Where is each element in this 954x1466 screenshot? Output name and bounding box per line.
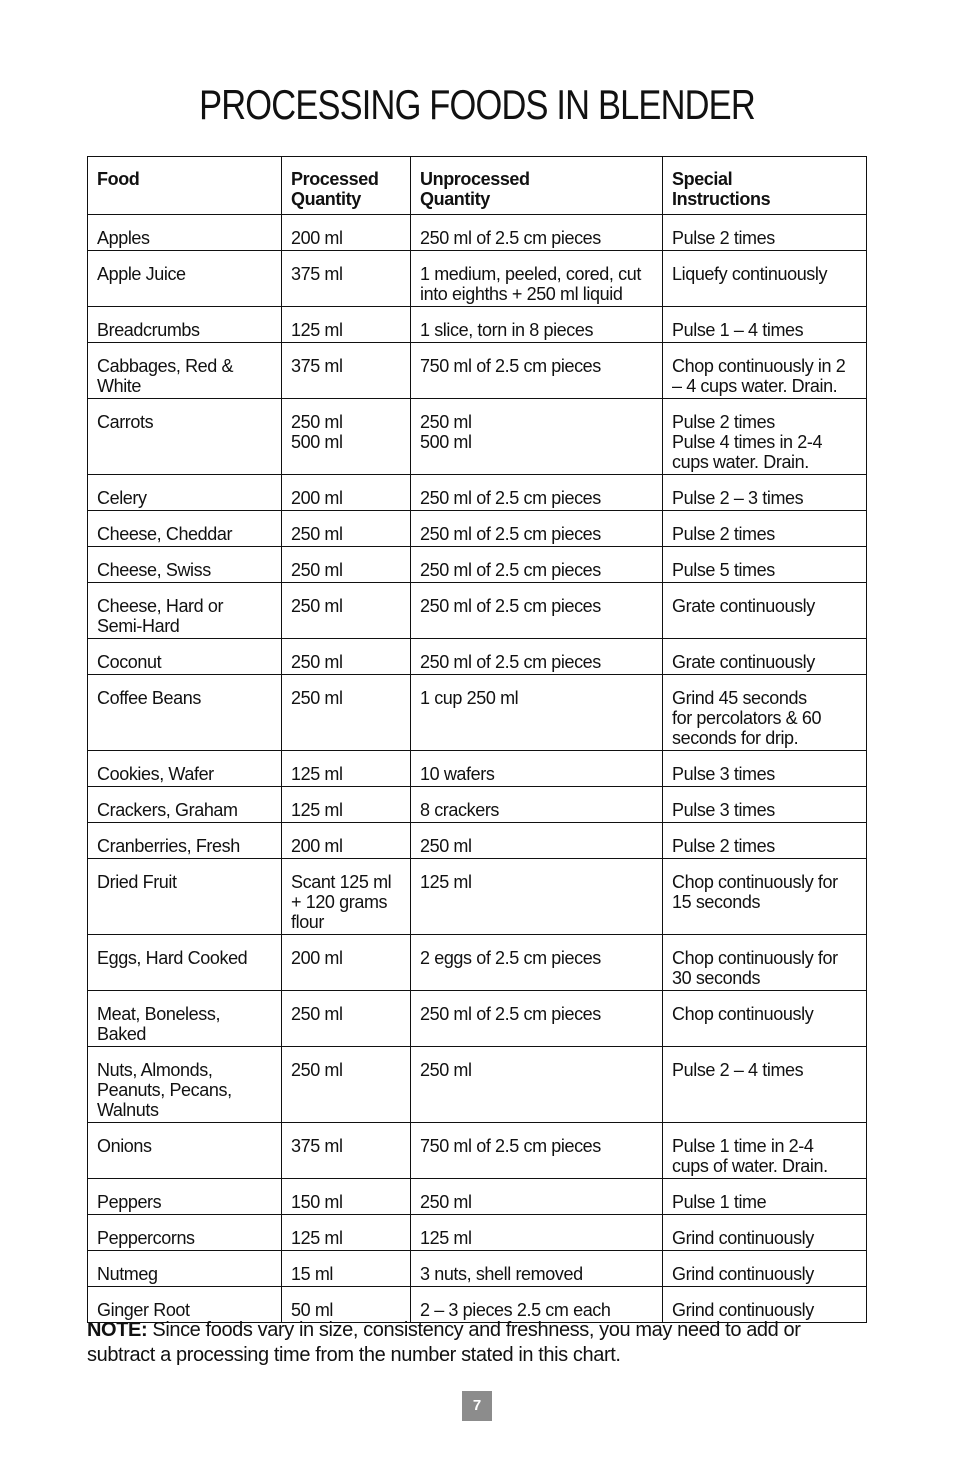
cell-special-instructions: Pulse 2 times [663, 215, 867, 251]
cell-processed-quantity: 250 ml [282, 639, 411, 675]
cell-unprocessed-quantity: 250 ml [411, 1179, 663, 1215]
cell-special-instructions: Pulse 3 times [663, 751, 867, 787]
cell-food: Eggs, Hard Cooked [88, 935, 282, 991]
cell-processed-quantity: 150 ml [282, 1179, 411, 1215]
cell-processed-quantity: 250 ml [282, 547, 411, 583]
column-header-processed-quantity: Processed Quantity [282, 157, 411, 215]
cell-special-instructions: Pulse 2 times [663, 823, 867, 859]
cell-food: Cheese, Hard or Semi-Hard [88, 583, 282, 639]
cell-special-instructions: Grate continuously [663, 639, 867, 675]
cell-processed-quantity: 200 ml [282, 215, 411, 251]
cell-food: Breadcrumbs [88, 307, 282, 343]
cell-processed-quantity: 375 ml [282, 251, 411, 307]
cell-food: Nuts, Almonds, Peanuts, Pecans, Walnuts [88, 1047, 282, 1123]
cell-special-instructions: Chop continuously for 30 seconds [663, 935, 867, 991]
cell-special-instructions: Grind continuously [663, 1287, 867, 1323]
cell-unprocessed-quantity: 125 ml [411, 1215, 663, 1251]
cell-unprocessed-quantity: 3 nuts, shell removed [411, 1251, 663, 1287]
cell-processed-quantity: 200 ml [282, 475, 411, 511]
cell-unprocessed-quantity: 250 ml of 2.5 cm pieces [411, 991, 663, 1047]
cell-processed-quantity: 375 ml [282, 1123, 411, 1179]
table-row [88, 583, 867, 639]
cell-special-instructions: Chop continuously in 2 – 4 cups water. Drain. [663, 343, 867, 399]
cell-unprocessed-quantity: 250 ml of 2.5 cm pieces [411, 639, 663, 675]
table-row [88, 1215, 867, 1251]
cell-processed-quantity: 250 ml [282, 991, 411, 1047]
column-header-special-instructions: Special Instructions [663, 157, 867, 215]
cell-special-instructions: Pulse 1 – 4 times [663, 307, 867, 343]
cell-special-instructions: Pulse 2 times Pulse 4 times in 2-4 cups water. Drain. [663, 399, 867, 475]
cell-food: Crackers, Graham [88, 787, 282, 823]
cell-unprocessed-quantity: 250 ml of 2.5 cm pieces [411, 215, 663, 251]
table-row [88, 1047, 867, 1123]
cell-food: Peppers [88, 1179, 282, 1215]
cell-unprocessed-quantity: 250 ml of 2.5 cm pieces [411, 547, 663, 583]
cell-processed-quantity: 250 ml [282, 675, 411, 751]
table-row [88, 511, 867, 547]
note-label: NOTE: [87, 1319, 148, 1341]
cell-processed-quantity: 125 ml [282, 787, 411, 823]
cell-unprocessed-quantity: 750 ml of 2.5 cm pieces [411, 1123, 663, 1179]
cell-processed-quantity: 125 ml [282, 1215, 411, 1251]
cell-special-instructions: Pulse 5 times [663, 547, 867, 583]
page-title: PROCESSING FOODS IN BLENDER [199, 81, 755, 128]
cell-special-instructions: Grind 45 seconds for percolators & 60 seconds for drip. [663, 675, 867, 751]
table-row [88, 751, 867, 787]
cell-food: Celery [88, 475, 282, 511]
table-row [88, 547, 867, 583]
table-row [88, 1251, 867, 1287]
table-row [88, 399, 867, 475]
table-header-row [88, 157, 867, 215]
table-row [88, 251, 867, 307]
cell-processed-quantity: 200 ml [282, 823, 411, 859]
note-paragraph [87, 1318, 867, 1368]
cell-processed-quantity: 125 ml [282, 307, 411, 343]
cell-food: Dried Fruit [88, 859, 282, 935]
cell-special-instructions: Pulse 3 times [663, 787, 867, 823]
table-row [88, 675, 867, 751]
cell-processed-quantity: 250 ml [282, 511, 411, 547]
cell-processed-quantity: 200 ml [282, 935, 411, 991]
cell-unprocessed-quantity: 250 ml [411, 1047, 663, 1123]
cell-processed-quantity: 250 ml 500 ml [282, 399, 411, 475]
cell-food: Onions [88, 1123, 282, 1179]
table-row [88, 991, 867, 1047]
cell-unprocessed-quantity: 8 crackers [411, 787, 663, 823]
cell-unprocessed-quantity: 125 ml [411, 859, 663, 935]
column-header-food: Food [88, 157, 282, 215]
cell-special-instructions: Pulse 1 time in 2-4 cups of water. Drain. [663, 1123, 867, 1179]
table-row [88, 823, 867, 859]
cell-food: Carrots [88, 399, 282, 475]
cell-food: Cookies, Wafer [88, 751, 282, 787]
table-row [88, 343, 867, 399]
cell-unprocessed-quantity: 10 wafers [411, 751, 663, 787]
page-number-badge: 7 [462, 1391, 492, 1421]
table-row [88, 215, 867, 251]
note-text: Since foods vary in size, consistency and freshness, you may need to add or subtract a processing time from the number stated in this chart. [87, 1319, 801, 1366]
cell-food: Apples [88, 215, 282, 251]
cell-food: Ginger Root [88, 1287, 282, 1323]
cell-processed-quantity: 50 ml [282, 1287, 411, 1323]
cell-unprocessed-quantity: 250 ml 500 ml [411, 399, 663, 475]
cell-processed-quantity: Scant 125 ml + 120 grams flour [282, 859, 411, 935]
cell-food: Cheese, Swiss [88, 547, 282, 583]
cell-unprocessed-quantity: 750 ml of 2.5 cm pieces [411, 343, 663, 399]
cell-unprocessed-quantity: 2 – 3 pieces 2.5 cm each [411, 1287, 663, 1323]
cell-processed-quantity: 250 ml [282, 1047, 411, 1123]
cell-unprocessed-quantity: 250 ml of 2.5 cm pieces [411, 475, 663, 511]
cell-special-instructions: Liquefy continuously [663, 251, 867, 307]
table-row [88, 787, 867, 823]
cell-unprocessed-quantity: 250 ml of 2.5 cm pieces [411, 511, 663, 547]
cell-food: Nutmeg [88, 1251, 282, 1287]
cell-processed-quantity: 125 ml [282, 751, 411, 787]
cell-unprocessed-quantity: 1 cup 250 ml [411, 675, 663, 751]
cell-processed-quantity: 15 ml [282, 1251, 411, 1287]
food-processing-table [87, 156, 867, 1323]
table-row [88, 935, 867, 991]
table-row [88, 639, 867, 675]
cell-unprocessed-quantity: 2 eggs of 2.5 cm pieces [411, 935, 663, 991]
table-body [88, 215, 867, 1323]
cell-food: Apple Juice [88, 251, 282, 307]
cell-food: Coffee Beans [88, 675, 282, 751]
cell-special-instructions: Pulse 2 – 4 times [663, 1047, 867, 1123]
cell-processed-quantity: 250 ml [282, 583, 411, 639]
table-row [88, 1179, 867, 1215]
cell-food: Meat, Boneless, Baked [88, 991, 282, 1047]
cell-special-instructions: Chop continuously [663, 991, 867, 1047]
cell-unprocessed-quantity: 1 medium, peeled, cored, cut into eighths + 250 ml liquid [411, 251, 663, 307]
cell-processed-quantity: 375 ml [282, 343, 411, 399]
column-header-unprocessed-quantity: Unprocessed Quantity [411, 157, 663, 215]
cell-special-instructions: Chop continuously for 15 seconds [663, 859, 867, 935]
cell-food: Cranberries, Fresh [88, 823, 282, 859]
cell-special-instructions: Pulse 1 time [663, 1179, 867, 1215]
cell-special-instructions: Grate continuously [663, 583, 867, 639]
cell-special-instructions: Grind continuously [663, 1215, 867, 1251]
cell-food: Peppercorns [88, 1215, 282, 1251]
cell-special-instructions: Pulse 2 – 3 times [663, 475, 867, 511]
cell-unprocessed-quantity: 250 ml [411, 823, 663, 859]
cell-special-instructions: Pulse 2 times [663, 511, 867, 547]
cell-unprocessed-quantity: 250 ml of 2.5 cm pieces [411, 583, 663, 639]
cell-food: Coconut [88, 639, 282, 675]
cell-food: Cheese, Cheddar [88, 511, 282, 547]
table-row [88, 1123, 867, 1179]
cell-special-instructions: Grind continuously [663, 1251, 867, 1287]
table-row [88, 307, 867, 343]
table-row [88, 859, 867, 935]
cell-unprocessed-quantity: 1 slice, torn in 8 pieces [411, 307, 663, 343]
cell-food: Cabbages, Red & White [88, 343, 282, 399]
table-row [88, 475, 867, 511]
